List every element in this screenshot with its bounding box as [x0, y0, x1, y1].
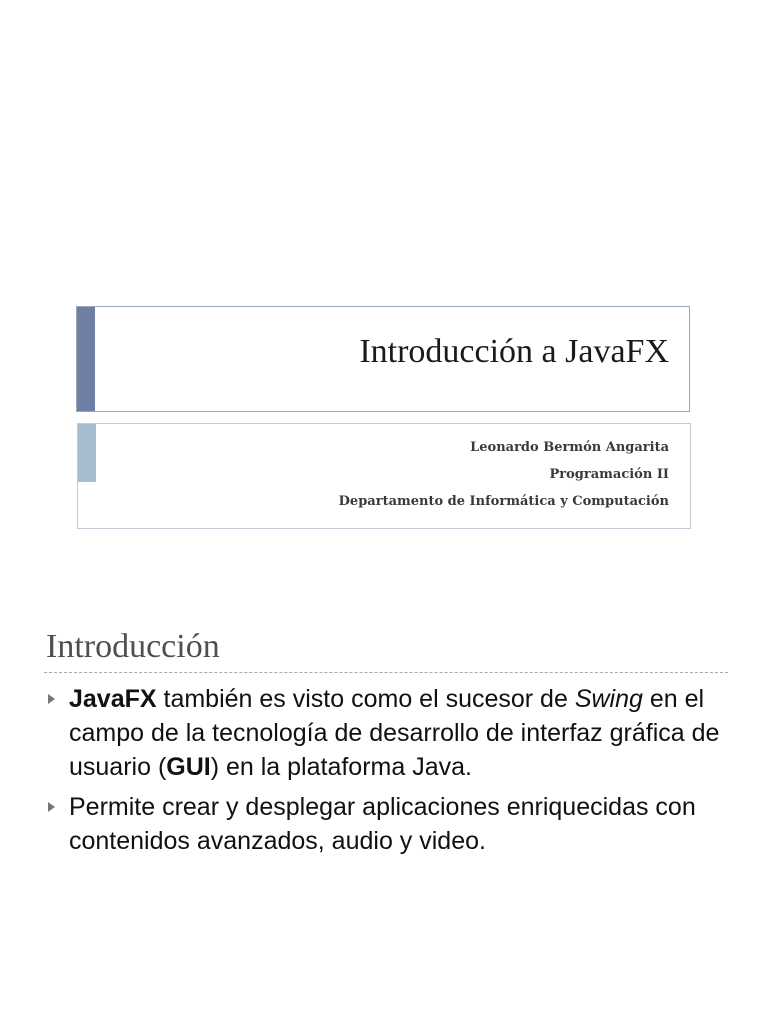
list-item: [46, 682, 726, 784]
heading-divider: [44, 672, 728, 673]
bold-term: JavaFX: [69, 685, 157, 713]
text-segment: en el campo de la tecnología de desarrollo de interfaz gráfica de usuario (: [69, 685, 720, 781]
bullet-text: [69, 682, 726, 784]
title-accent-bar: [77, 307, 95, 411]
subtitle-accent-bar: [78, 424, 96, 482]
slide-title: Introducción a JavaFX: [359, 333, 669, 370]
bullet-text: Permite crear y desplegar aplicaciones enriquecidas con contenidos avanzados, audio y video.: [69, 793, 696, 855]
italic-term: Swing: [574, 685, 643, 713]
course-name: Programación II: [549, 467, 669, 482]
triangle-right-icon: [48, 802, 55, 812]
title-box: [76, 306, 690, 412]
subtitle-lines: [339, 434, 669, 515]
triangle-right-icon: [48, 694, 55, 704]
section-heading: Introducción: [46, 628, 220, 665]
content-slide: [0, 576, 768, 1024]
bold-acronym: GUI: [166, 753, 211, 781]
author-name: Leonardo Bermón Angarita: [470, 440, 669, 455]
subtitle-box: [77, 423, 691, 529]
department-name: Departamento de Informática y Computación: [338, 494, 669, 509]
text-segment: ) en la plataforma Java.: [210, 753, 472, 781]
bullet-list: [46, 682, 726, 864]
list-item: [46, 790, 726, 858]
text-segment: también es visto como el sucesor de: [156, 685, 575, 713]
